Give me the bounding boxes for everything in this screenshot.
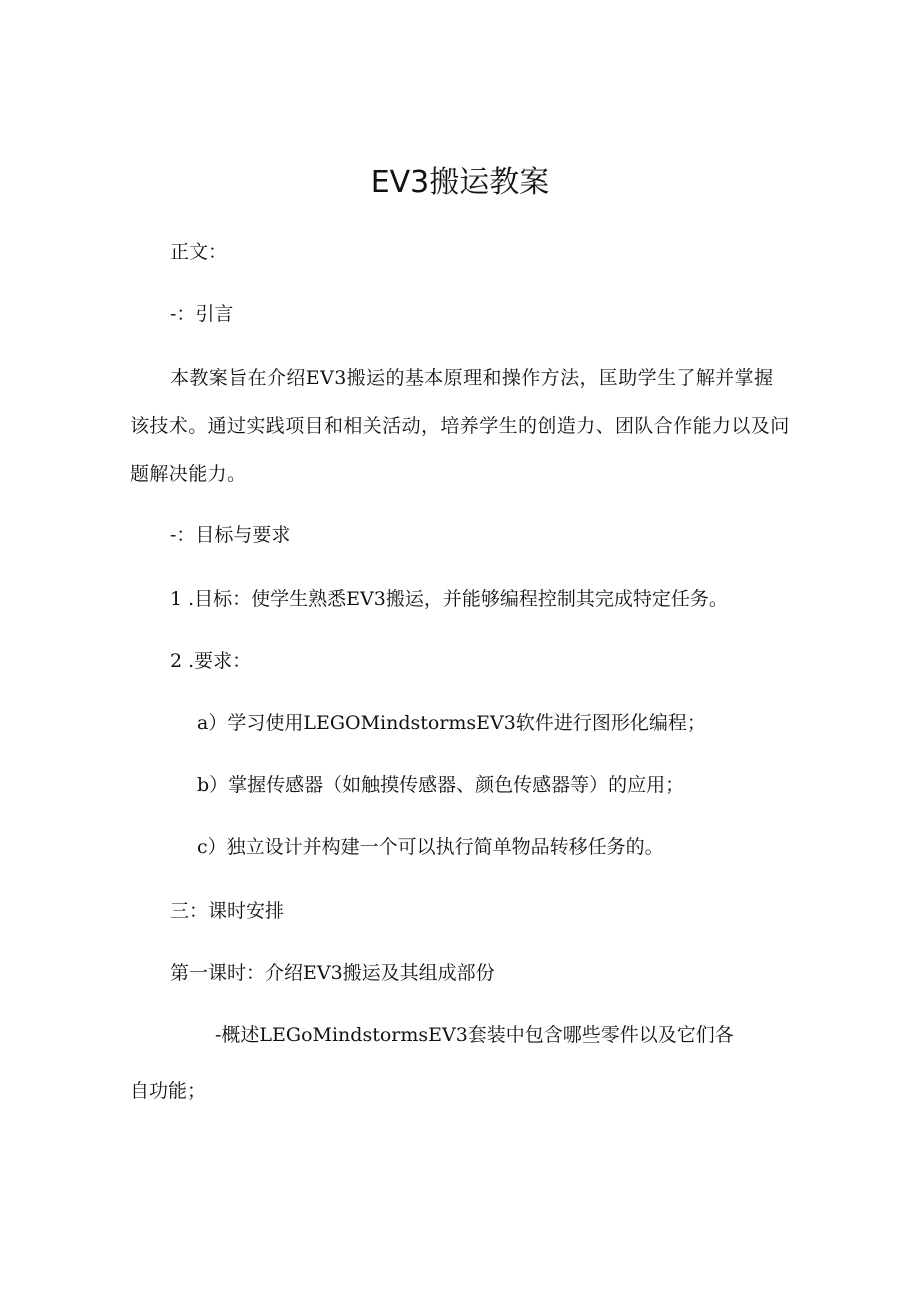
sub-item-b: b）掌握传感器（如触摸传感器、颜色传感器等）的应用；	[197, 774, 685, 796]
lesson1-heading: 第一课时：介绍EV3搬运及其组成部份	[170, 962, 495, 984]
section-heading-goals: -：目标与要求	[170, 524, 291, 546]
section-heading-schedule: 三：课时安排	[170, 900, 285, 922]
goal-item: 1 .目标：使学生熟悉EV3搬运，并能够编程控制其完成特定任务。	[170, 588, 728, 610]
requirement-item: 2 .要求：	[170, 650, 252, 672]
lesson1-detail-line1: -概述LEGoMindstormsEV3套装中包含哪些零件以及它们各	[215, 1024, 734, 1046]
sub-item-c: c）独立设计并构建一个可以执行简单物品转移任务的。	[197, 836, 664, 858]
section-heading-introduction: -：引言	[170, 303, 234, 325]
sub-item-a: a）学习使用LEGOMindstormsEV3软件进行图形化编程；	[197, 712, 706, 734]
body-label: 正文：	[170, 241, 228, 263]
intro-paragraph: 本教案旨在介绍EV3搬运的基本原理和操作方法，匡助学生了解并掌握该技术。通过实践项目和相关活动，培养学生的创造力、团队合作能力以及问题解决能力。	[130, 367, 790, 485]
lesson1-detail-line2: 自功能；	[130, 1080, 207, 1102]
page-title: EV3搬运教案	[370, 165, 550, 200]
